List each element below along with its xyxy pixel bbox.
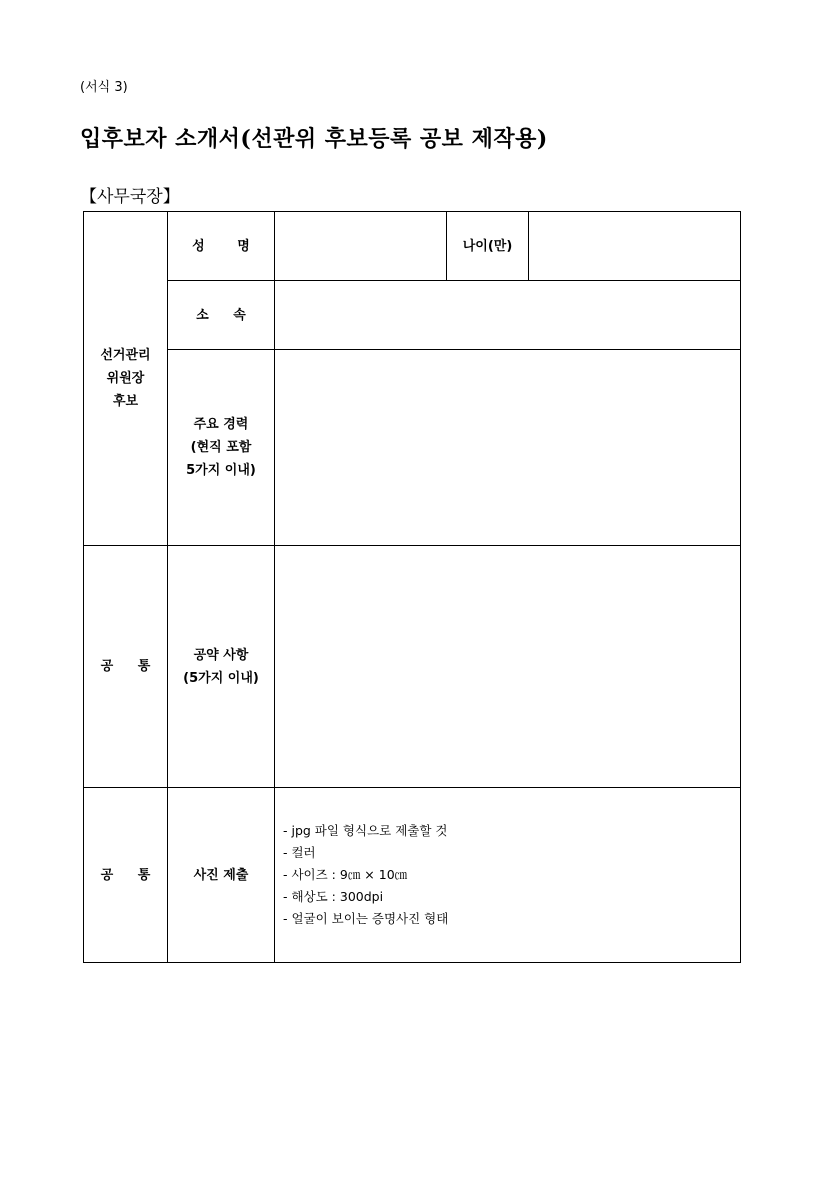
group-label-line: 선거관리 [100, 348, 151, 363]
photo-requirements-cell [275, 788, 741, 963]
list-item: - jpg 파일 형식으로 제출할 것 [283, 823, 448, 838]
document-title: 입후보자 소개서(선관위 후보등록 공보 제작용) [80, 126, 548, 152]
age-label [447, 212, 529, 281]
candidate-group-label [84, 212, 168, 546]
age-label-text: 나이(만) [462, 238, 513, 254]
photo-label-text: 사진 제출 [193, 867, 249, 883]
affiliation-label-text: 소 속 [196, 307, 256, 323]
photo-label [168, 788, 275, 963]
section-label: 【사무국장】 [80, 187, 180, 207]
career-label-line: (현직 포함 [190, 440, 252, 455]
list-item: - 얼굴이 보이는 증명사진 형태 [283, 911, 449, 926]
list-item: - 해상도 : 300dpi [283, 889, 384, 904]
career-field[interactable] [275, 350, 741, 546]
common-label-2 [84, 788, 168, 963]
group-label-line: 위원장 [106, 371, 145, 386]
common-label-text: 공 통 [100, 659, 161, 674]
career-label-line: 주요 경력 [193, 417, 249, 432]
career-label-line: 5가지 이내) [186, 463, 256, 478]
age-field[interactable] [529, 212, 741, 281]
form-code: (서식 3) [80, 80, 128, 95]
list-item: - 사이즈 : 9㎝ × 10㎝ [283, 867, 408, 882]
candidate-form-table [83, 211, 741, 963]
pledge-label-line: (5가지 이내) [183, 670, 259, 686]
photo-requirements-list [275, 820, 740, 930]
pledge-label [168, 546, 275, 788]
name-label [168, 212, 275, 281]
common-label-text: 공 통 [100, 867, 161, 883]
affiliation-label [168, 281, 275, 350]
pledge-label-line: 공약 사항 [193, 647, 249, 663]
affiliation-field[interactable] [275, 281, 741, 350]
group-label-line: 후보 [112, 394, 139, 409]
list-item: - 컬러 [283, 845, 316, 860]
common-label-1 [84, 546, 168, 788]
pledge-field[interactable] [275, 546, 741, 788]
name-field[interactable] [275, 212, 447, 281]
career-label [168, 350, 275, 546]
name-label-text: 성 명 [192, 238, 264, 254]
